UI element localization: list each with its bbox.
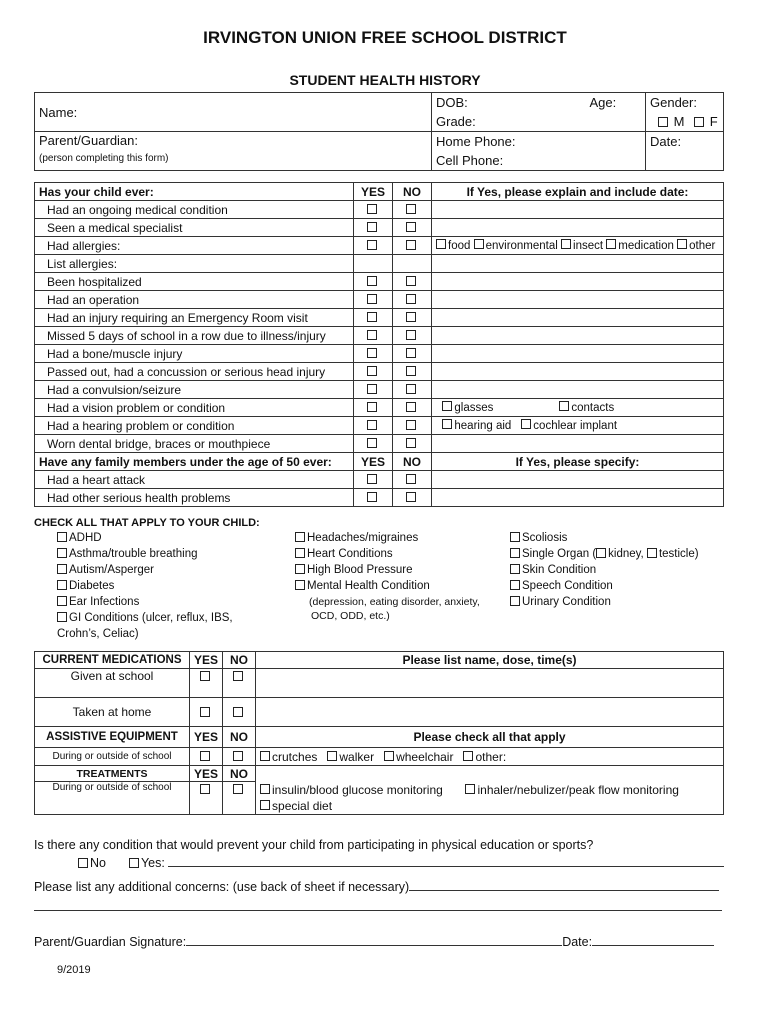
age-label: Age: bbox=[589, 95, 617, 110]
yes-checkbox[interactable] bbox=[367, 348, 377, 358]
question-label: Passed out, had a concussion or serious head injury bbox=[35, 363, 354, 381]
pe-yes-line[interactable] bbox=[168, 866, 724, 867]
question-row bbox=[35, 417, 724, 435]
no-checkbox[interactable] bbox=[406, 420, 416, 430]
check-item: Heart Conditions bbox=[295, 548, 480, 564]
explain-field[interactable] bbox=[432, 489, 724, 507]
treatment-yes-checkbox[interactable] bbox=[200, 784, 210, 794]
yes-checkbox[interactable] bbox=[367, 384, 377, 394]
given-no-checkbox[interactable] bbox=[233, 671, 243, 681]
taken-details-field[interactable] bbox=[256, 698, 724, 727]
signature-date-line[interactable] bbox=[592, 945, 714, 946]
cochlear-implant-checkbox[interactable] bbox=[521, 419, 531, 429]
no-header: NO bbox=[223, 727, 256, 748]
question-label: Had an operation bbox=[35, 291, 354, 309]
no-checkbox[interactable] bbox=[406, 276, 416, 286]
insect-checkbox[interactable] bbox=[561, 239, 571, 249]
yes-checkbox[interactable] bbox=[367, 420, 377, 430]
insulin-checkbox[interactable] bbox=[260, 784, 270, 794]
question-row bbox=[35, 219, 724, 237]
checkbox[interactable] bbox=[510, 596, 520, 606]
explain-header: If Yes, please specify: bbox=[432, 453, 724, 471]
check-item: ADHD bbox=[57, 532, 233, 548]
no-header: NO bbox=[393, 453, 432, 471]
explain-field[interactable] bbox=[432, 201, 724, 219]
yes-checkbox[interactable] bbox=[367, 204, 377, 214]
checkbox[interactable] bbox=[295, 548, 305, 558]
no-checkbox[interactable] bbox=[406, 240, 416, 250]
question-row bbox=[35, 309, 724, 327]
question-row bbox=[35, 291, 724, 309]
check-apply-header: Please check all that apply bbox=[256, 727, 724, 748]
no-checkbox[interactable] bbox=[406, 348, 416, 358]
question-label: Been hospitalized bbox=[35, 273, 354, 291]
checkbox[interactable] bbox=[295, 580, 305, 590]
check-item: GI Conditions (ulcer, reflux, IBS, bbox=[57, 612, 233, 628]
gender-cell: Gender: M F bbox=[646, 93, 724, 132]
cell-phone-label: Cell Phone: bbox=[436, 153, 504, 168]
taken-at-home: Taken at home bbox=[35, 698, 190, 727]
concerns-line-2[interactable] bbox=[34, 896, 722, 911]
history-header-row bbox=[35, 183, 724, 201]
food-checkbox[interactable] bbox=[436, 239, 446, 249]
equipment-no-checkbox[interactable] bbox=[233, 751, 243, 761]
checkbox[interactable] bbox=[510, 564, 520, 574]
yes-checkbox[interactable] bbox=[367, 438, 377, 448]
explain-field[interactable] bbox=[432, 327, 724, 345]
yes-header: YES bbox=[354, 183, 393, 201]
explain-field[interactable] bbox=[432, 309, 724, 327]
question-row bbox=[35, 489, 724, 507]
list-header: Please list name, dose, time(s) bbox=[256, 652, 724, 669]
checkbox[interactable] bbox=[57, 532, 67, 542]
yes-checkbox[interactable] bbox=[367, 240, 377, 250]
checkbox[interactable] bbox=[57, 548, 67, 558]
concerns-row bbox=[34, 880, 719, 894]
explain-field[interactable]: hearing aid cochlear implant bbox=[432, 417, 724, 435]
treatments-during: During or outside of school bbox=[35, 782, 190, 815]
question-label: Had a vision problem or condition bbox=[35, 399, 354, 417]
yes-header: YES bbox=[190, 727, 223, 748]
check-item: Scoliosis bbox=[510, 532, 699, 548]
treatments-heading: TREATMENTS bbox=[35, 766, 190, 782]
equipment-yes-checkbox[interactable] bbox=[200, 751, 210, 761]
yes-checkbox[interactable] bbox=[367, 294, 377, 304]
check-col-2 bbox=[295, 532, 480, 626]
no-checkbox[interactable] bbox=[406, 384, 416, 394]
check-item: Headaches/migraines bbox=[295, 532, 480, 548]
no-checkbox[interactable] bbox=[406, 366, 416, 376]
question-heading: Have any family members under the age of 50 ever: bbox=[35, 453, 354, 471]
checkbox[interactable] bbox=[295, 532, 305, 542]
check-item: Speech Condition bbox=[510, 580, 699, 596]
explain-field[interactable] bbox=[432, 435, 724, 453]
female-checkbox[interactable] bbox=[694, 117, 704, 127]
question-row bbox=[35, 435, 724, 453]
question-row bbox=[35, 345, 724, 363]
yes-checkbox[interactable] bbox=[367, 366, 377, 376]
hearing-aid-checkbox[interactable] bbox=[442, 419, 452, 429]
question-row bbox=[35, 273, 724, 291]
check-item: Urinary Condition bbox=[510, 596, 699, 612]
walker-checkbox[interactable] bbox=[327, 751, 337, 761]
yes-checkbox[interactable] bbox=[367, 312, 377, 322]
pe-no-checkbox[interactable] bbox=[78, 858, 88, 868]
yes-checkbox[interactable] bbox=[367, 492, 377, 502]
question-label: Had other serious health problems bbox=[35, 489, 354, 507]
question-row bbox=[35, 237, 724, 255]
history-table bbox=[34, 182, 724, 507]
crutches-checkbox[interactable] bbox=[260, 751, 270, 761]
other-checkbox[interactable] bbox=[463, 751, 473, 761]
given-at-school: Given at school bbox=[35, 669, 190, 698]
check-all-heading: CHECK ALL THAT APPLY TO YOUR CHILD: bbox=[34, 517, 260, 529]
parent-label: Parent/Guardian: bbox=[39, 133, 139, 148]
taken-no-checkbox[interactable] bbox=[233, 707, 243, 717]
explain-field[interactable]: food environmental insect medication other bbox=[432, 237, 724, 255]
check-item: Mental Health Condition bbox=[295, 580, 480, 596]
question-label: Had a bone/muscle injury bbox=[35, 345, 354, 363]
wheelchair-checkbox[interactable] bbox=[384, 751, 394, 761]
question-label: Missed 5 days of school in a row due to illness/injury bbox=[35, 327, 354, 345]
check-item: Single Organ ( kidney, testicle) bbox=[510, 548, 699, 564]
date-field[interactable]: Date: bbox=[646, 132, 724, 171]
environmental-checkbox[interactable] bbox=[474, 239, 484, 249]
question-row bbox=[35, 381, 724, 399]
no-checkbox[interactable] bbox=[406, 402, 416, 412]
male-checkbox[interactable] bbox=[658, 117, 668, 127]
mental-health-note-2: OCD, ODD, etc.) bbox=[311, 610, 390, 622]
no-header: NO bbox=[223, 652, 256, 669]
parent-field[interactable] bbox=[35, 132, 432, 171]
question-label: Had an ongoing medical condition bbox=[35, 201, 354, 219]
form-version: 9/2019 bbox=[57, 964, 91, 976]
question-row bbox=[35, 399, 724, 417]
medications-table bbox=[34, 651, 724, 815]
check-item: Diabetes bbox=[57, 580, 233, 596]
district-title: IRVINGTON UNION FREE SCHOOL DISTRICT bbox=[203, 28, 567, 47]
yes-checkbox[interactable] bbox=[367, 402, 377, 412]
no-checkbox[interactable] bbox=[406, 492, 416, 502]
check-item: High Blood Pressure bbox=[295, 564, 480, 580]
taken-yes-checkbox[interactable] bbox=[200, 707, 210, 717]
question-heading: Has your child ever: bbox=[35, 183, 354, 201]
dob-grade-cell[interactable] bbox=[432, 93, 646, 132]
no-checkbox[interactable] bbox=[406, 312, 416, 322]
checkbox[interactable] bbox=[510, 548, 520, 558]
given-yes-checkbox[interactable] bbox=[200, 671, 210, 681]
yes-header: YES bbox=[190, 766, 223, 782]
home-phone-label: Home Phone: bbox=[436, 134, 516, 149]
medications-heading: CURRENT MEDICATIONS bbox=[35, 652, 190, 669]
pe-question: Is there any condition that would prevent your child from participating in physical education or sports? bbox=[34, 838, 594, 852]
question-label: Had an injury requiring an Emergency Room visit bbox=[35, 309, 354, 327]
checkbox[interactable] bbox=[57, 564, 67, 574]
equipment-options: crutches walker wheelchair other: bbox=[256, 748, 724, 766]
question-label: Had a heart attack bbox=[35, 471, 354, 489]
question-label: Seen a medical specialist bbox=[35, 219, 354, 237]
yes-header: YES bbox=[190, 652, 223, 669]
yes-header: YES bbox=[354, 453, 393, 471]
dob-label: DOB: bbox=[436, 95, 468, 110]
no-checkbox[interactable] bbox=[406, 474, 416, 484]
check-item: Autism/Asperger bbox=[57, 564, 233, 580]
concerns-line[interactable] bbox=[409, 890, 719, 891]
mental-health-note: (depression, eating disorder, anxiety, bbox=[309, 596, 480, 608]
form-title: STUDENT HEALTH HISTORY bbox=[289, 72, 481, 88]
signature-date-label: Date: bbox=[562, 935, 593, 949]
explain-header: If Yes, please explain and include date: bbox=[432, 183, 724, 201]
checkbox[interactable] bbox=[295, 564, 305, 574]
treatment-options: insulin/blood glucose monitoring inhaler/nebulizer/peak flow monitoring special diet bbox=[256, 782, 724, 815]
no-checkbox[interactable] bbox=[406, 294, 416, 304]
question-label: Had a hearing problem or condition bbox=[35, 417, 354, 435]
explain-field[interactable] bbox=[432, 363, 724, 381]
explain-field[interactable] bbox=[432, 291, 724, 309]
explain-field[interactable] bbox=[432, 273, 724, 291]
signature-line[interactable] bbox=[186, 945, 562, 946]
glasses-checkbox[interactable] bbox=[442, 401, 452, 411]
no-header: NO bbox=[223, 766, 256, 782]
check-item: Asthma/trouble breathing bbox=[57, 548, 233, 564]
signature-row bbox=[34, 935, 714, 949]
check-item-cont: Crohn’s, Celiac) bbox=[57, 628, 139, 640]
explain-field[interactable] bbox=[432, 471, 724, 489]
question-label: List allergies: bbox=[35, 255, 354, 273]
signature-label: Parent/Guardian Signature: bbox=[34, 935, 187, 949]
family-header-row bbox=[35, 453, 724, 471]
yes-checkbox[interactable] bbox=[367, 330, 377, 340]
checkbox[interactable] bbox=[57, 612, 67, 622]
question-label: Had a convulsion/seizure bbox=[35, 381, 354, 399]
inhaler-checkbox[interactable] bbox=[465, 784, 475, 794]
no-checkbox[interactable] bbox=[406, 222, 416, 232]
explain-field[interactable] bbox=[432, 219, 724, 237]
yes-checkbox[interactable] bbox=[367, 276, 377, 286]
no-checkbox[interactable] bbox=[406, 438, 416, 448]
explain-field[interactable] bbox=[432, 381, 724, 399]
concerns-label: Please list any additional concerns: (use back of sheet if necessary) bbox=[34, 880, 410, 894]
info-table bbox=[34, 92, 724, 171]
question-row bbox=[35, 201, 724, 219]
check-col-1 bbox=[57, 532, 233, 644]
no-header: NO bbox=[393, 183, 432, 201]
question-row bbox=[35, 255, 724, 273]
special-diet-checkbox[interactable] bbox=[260, 800, 270, 810]
contacts-checkbox[interactable] bbox=[559, 401, 569, 411]
explain-field[interactable]: glasses contacts bbox=[432, 399, 724, 417]
yes-checkbox[interactable] bbox=[367, 474, 377, 484]
question-row bbox=[35, 471, 724, 489]
question-label: Worn dental bridge, braces or mouthpiece bbox=[35, 435, 354, 453]
grade-label: Grade: bbox=[436, 114, 476, 129]
treatment-no-checkbox[interactable] bbox=[233, 784, 243, 794]
question-row bbox=[35, 363, 724, 381]
question-label: Had allergies: bbox=[35, 237, 354, 255]
no-checkbox[interactable] bbox=[406, 330, 416, 340]
check-col-3 bbox=[510, 532, 699, 612]
pe-yes-checkbox[interactable] bbox=[129, 858, 139, 868]
given-details-field[interactable] bbox=[256, 669, 724, 698]
checkbox[interactable] bbox=[510, 532, 520, 542]
explain-field[interactable] bbox=[432, 345, 724, 363]
no-checkbox[interactable] bbox=[406, 204, 416, 214]
check-item: Skin Condition bbox=[510, 564, 699, 580]
gender-label: Gender: bbox=[650, 95, 697, 110]
equipment-during: During or outside of school bbox=[35, 748, 190, 766]
parent-note: (person completing this form) bbox=[39, 153, 169, 164]
checkbox[interactable] bbox=[57, 596, 67, 606]
testicle-checkbox[interactable] bbox=[647, 548, 657, 558]
medication-checkbox[interactable] bbox=[606, 239, 616, 249]
equipment-heading: ASSISTIVE EQUIPMENT bbox=[35, 727, 190, 748]
yes-checkbox[interactable] bbox=[367, 222, 377, 232]
checkbox[interactable] bbox=[57, 580, 67, 590]
question-row bbox=[35, 327, 724, 345]
check-item: Ear Infections bbox=[57, 596, 233, 612]
kidney-checkbox[interactable] bbox=[596, 548, 606, 558]
pe-answer-row: No Yes: bbox=[78, 856, 724, 870]
other-checkbox[interactable] bbox=[677, 239, 687, 249]
checkbox[interactable] bbox=[510, 580, 520, 590]
name-field[interactable]: Name: bbox=[35, 93, 432, 132]
phone-cell[interactable] bbox=[432, 132, 646, 171]
explain-field[interactable] bbox=[432, 255, 724, 273]
